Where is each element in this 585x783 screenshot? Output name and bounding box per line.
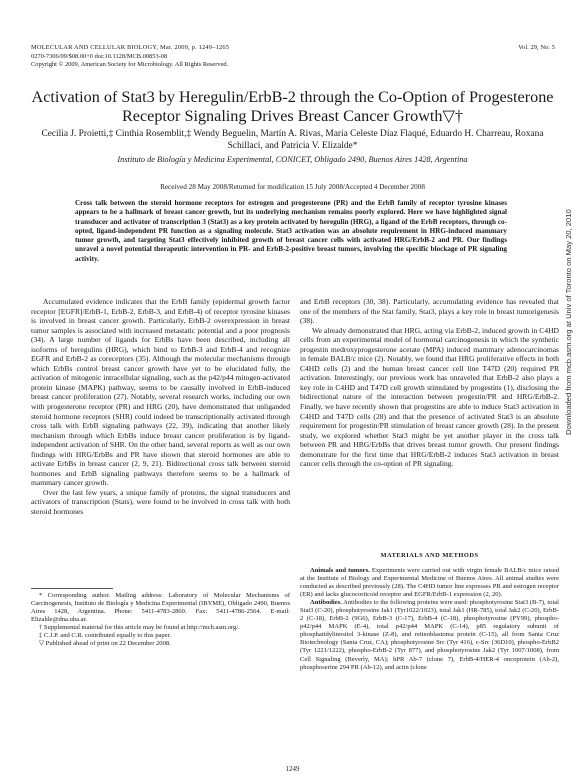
affiliation: Instituto de Biología y Medicina Experimental, CONICET, Obligado 2490, Buenos Aires 1428, Argentina: [117, 155, 468, 164]
footnote-corresponding: * Corresponding author. Mailing address: Laboratory of Molecular Mechanisms of Carcinogenesis, Instituto de Biología y Medicina Experimental (IBYME), Obligado 2490, Buenos Aires 1428, Argentina. Phone: 5411-4783-2869. Fax: 5411-4786-2564. E-mail: Elizalde@dna.uba.ar.: [31, 592, 290, 624]
abstract: Cross talk between the steroid hormone receptors for estrogen and progesterone (PR) and the ErbB family of receptor tyrosine kinases appears to be a hallmark of breast cancer growth, but its underlying mechanism remains poorly explored. Here we have highlighted signal transducer and activator of transcription 3 (Stat3) as a key protein activated by heregulin (HRG), a ligand of the ErbB receptors, through co-opted, ligand-independent PR function as a signaling molecule. Stat3 activation was an absolute requirement in HRG-induced mammary tumor growth, and targeting Stat3 effectively inhibited growth of breast cancer cells with activated HRG/ErbB-2 and PR. Our findings unravel a novel potential therapeutic intervention in PR- and ErbB-2-positive breast tumors, involving the specific blockage of PR signaling activity.: [75, 199, 507, 263]
download-watermark-text: Downloaded from mcb.asm.org at Univ of Toronto on May 20, 2010: [564, 209, 573, 435]
body-paragraph: and ErbB receptors (30, 38). Particularly, accumulating evidence has revealed that one of the members of the Stat family, Stat3, plays a key role in breast tumorigenesis (38).: [300, 297, 559, 326]
copyright-line: Copyright © 2009, American Society for Microbiology. All Rights Reserved.: [31, 61, 229, 69]
subsection-head: Animals and tumors.: [310, 567, 370, 574]
volume-issue: Vol. 29, No. 5: [518, 44, 555, 51]
body-paragraph: We already demonstrated that HRG, acting via ErbB-2, induced growth in C4HD cells from an experimental model of hormonal carcinogenesis in which the synthetic progestin medroxyprogesterone acetate (MPA) induced mammary adenocarcinomas in female BALB/c mice (2). Notably, we found that HRG proliferative effects in both C4HD cells (2) and the human breast cancer cell line T47D (20) required PR activation. Interestingly, our previous work has unraveled that ErbB-2 also plays a key role in C4HD and T47D cell growth stimulated by progestins (1), disclosing the bidirectional nature of the interaction between progestin/PR and HRG/ErbB-2. Finally, we have recently shown that progestins are able to induce Stat3 activation in C4HD and T47D cells (28) and that the presence of activated Stat3 is an absolute requirement for progestin/PR stimulation of breast cancer growth (28). In the present study, we explored whether Stat3 might be yet another player in the cross talk between PR and HRG/ErbBs that drives breast tumor growth. Our present findings demonstrate for the first time that HRG/ErbB-2 induces Stat3 activation in breast cancer cells through the co-option of PR signaling.: [300, 325, 559, 469]
author-list: Cecilia J. Proietti,‡ Cinthia Rosemblit,‡ Wendy Beguelin, Martín A. Rivas, María Celeste Díaz Flaqué, Eduardo H. Charreau, Roxana Schillaci, and Patricia V. Elizalde*: [41, 129, 544, 151]
body-paragraph: Over the last few years, a unique family of proteins, the signal transducers and activators of transcription (Stats), were found to be involved in cross talk with both steroid hormones: [31, 487, 290, 517]
methods-text-body: Antibodies to the following proteins were used: phosphotyrosine Stat3 (B-7), total Stat3 (C-20), phosphotyrosine Jak1 (Tyr1022/1023), total Jak1 (HR-785), total Jak2 (C-20), ErbB-2 (C-18), ErbB-2 (9G6), ErbB-3 (C-17), ErbB-4 (C-18), phosphotyrosine (PY99), phospho-p42/p44 MAPK (E-4), total p42/p44 MAPK (C-14), p85 regulatory subunit of phosphatidylinositol 3-kinase (Z-8), and retinoblastoma protein (C-15), all from Santa Cruz Biotechnology (Santa Cruz, CA); phosphotyrosine Src (Tyr 416), c-Src (36D10), phospho-ErbB2 (Tyr 1221/1222), phospho-ErbB-2 (Tyr 877), and phosphotyrosine Jak2 (Tyr 1007/1008), from Cell Signaling (Beverly, MA); hPR Ab-7 (clone 7), ErbB-4/HER-4 oncoprotein (Ab-2), phosphoserine 294 PR (Ab-12), and actin (clone: [300, 599, 559, 671]
issn-doi: 0270-7306/09/$08.00+0 doi:10.1128/MCB.00853-08: [31, 52, 168, 60]
footnotes: [31, 592, 290, 648]
methods-text: [300, 567, 559, 672]
methods-paragraph-animals: [300, 567, 559, 599]
body-left-column: [31, 297, 290, 517]
journal-header: [31, 44, 351, 70]
article-title: Activation of Stat3 by Heregulin/ErbB-2 through the Co-Option of Progesterone Receptor Signaling Drives Breast Cancer Growth▽†: [31, 88, 554, 125]
section-title-methods: MATERIALS AND METHODS: [380, 552, 479, 559]
page-number: 1249: [285, 765, 300, 773]
journal-citation: MOLECULAR AND CELLULAR BIOLOGY, Mar. 2009, p. 1249–1265: [31, 44, 230, 51]
received-dates: Received 28 May 2008/Returned for modification 15 July 2008/Accepted 4 December 2008: [160, 183, 425, 191]
footnote-supplemental: † Supplemental material for this article may be found at http://mcb.asm.org/.: [39, 624, 240, 632]
footnote-equal-contribution: ‡ C.J.P. and C.R. contributed equally to this paper.: [39, 632, 172, 640]
footnote-divider: [31, 588, 113, 589]
methods-text-body: Experiments were carried out with virgin female BALB/c mice raised at the Institute of Biology and Experimental Medicine of Buenos Aires. All animal studies were conducted as described previously (28). The C4HD tumor line expresses PR and estrogen receptor (ER) and lacks glucocorticoid receptor and EGFR/ErbB-1 expression (2, 20).: [300, 567, 559, 599]
footnote-published: ▽ Published ahead of print on 22 December 2008.: [39, 640, 171, 648]
body-paragraph: Accumulated evidence indicates that the ErbB family (epidermal growth factor receptor [EGFR]/ErbB-1, ErbB-2, ErbB-3, and ErbB-4) of receptor tyrosine kinases is involved in breast cancer growth. Particularly, ErbB-2 overexpression in breast tumor samples is associated with increased metastatic potential and a poor prognosis (34). A large number of ligands for ErbBs have been described, including all isoforms of heregulins (HRG), which bind to ErbB-3 and ErbB-4 and recognize EGFR and ErbB-2 as coreceptors (35). Although the molecular mechanisms through which ErbBs control breast cancer growth have yet to be elucidated fully, the activation of mitogenic intracellular signaling, such as the p42/p44 mitogen-activated protein kinase (MAPK) pathway, seems to be causally involved in ErbB-induced breast cancer proliferation (27). Notably, several research works, including our own with progesterone receptor (PR) and HRG (20), have demonstrated that unliganded steroid hormone receptors (SHR) could indeed be transcriptionally activated through cross talk with ErbB signaling pathways (22, 39), indicating that another likely mechanism through which ErbBs induce breast cancer proliferation is by ligand-independent activation of SHR. On the other hand, several reports as well as our own findings with HRG/ErbBs and PR have shown that steroid hormones are able to activate ErbBs in breast cancer (2, 9, 21). Bidirectional cross talk between steroid hormones and ErbB signaling pathways therefore seems to be a hallmark of mammary cancer growth.: [31, 297, 290, 488]
methods-paragraph-antibodies: [300, 599, 559, 671]
body-right-column: [300, 297, 559, 469]
subsection-head: Antibodies.: [310, 599, 342, 607]
